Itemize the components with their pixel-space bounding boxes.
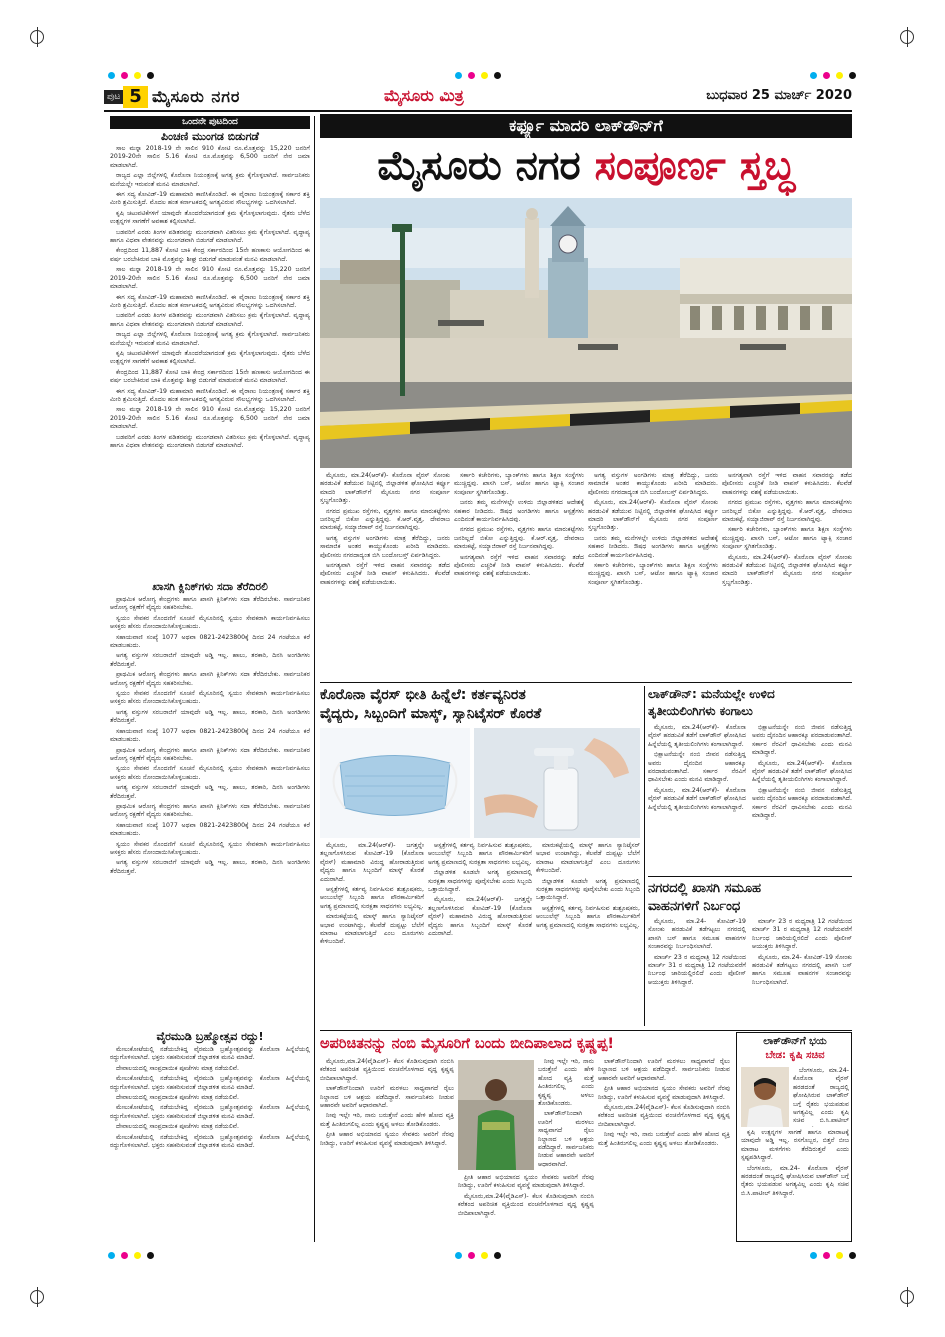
masks-para: ಆಸ್ಪತ್ರೆಗಳಲ್ಲಿ ಕರ್ತವ್ಯ ನಿರ್ವಹಿಸುವ ಶುಶ್ರೂಷಕರು, ಆಂಬುಲೆನ್ಸ್ ಸಿಬ್ಬಂದಿ ಹಾಗೂ ಪೌರಕಾರ್ಮಿಕರಿಗೆ ಅಗತ್ಯ ಪ್ರಮಾಣದಲ್ಲಿ ಸುರಕ್ಷತಾ ಸಾಧನಗಳು ಲಭ್ಯವಿಲ್ಲ. <box>536 904 640 929</box>
left-para: ಬಡವರಿಗೆ ಎರಡು ತಿಂಗಳ ಪಡಿತರವನ್ನು ಮುಂಗಡವಾಗಿ ವಿತರಿಸಲು ಕ್ರಮ ಕೈಗೊಳ್ಳಲಾಗಿದೆ. ವೃದ್ಧಾಪ್ಯ ಹಾಗೂ ವಿಧವಾ ವೇತನವನ್ನು ಮುಂಗಡವಾಗಿ ಬಿಡುಗಡೆ ಮಾಡಲಾಗಿದೆ. <box>110 433 310 449</box>
krishnappa-para: ಮೈಸೂರು,ಮಾ.24(ವೈಡಿಎಸ್)- ಕೆಲಸ ಕೊಡಿಸುವುದಾಗಿ ನಂಬಿಸಿ ಕರೆತಂದ ಅಪರಿಚಿತ ವ್ಯಕ್ತಿಯಿಂದ ವಂಚನೆಗೊಳಗಾದ ವೃದ್ಧ ಕೃಷ್ಣಪ್ಪ ಬೀದಿಪಾಲಾಗಿದ್ದಾರೆ. <box>598 1104 730 1128</box>
left-para: ಬಡವರಿಗೆ ಎರಡು ತಿಂಗಳ ಪಡಿತರವನ್ನು ಮುಂಗಡವಾಗಿ ವಿತರಿಸಲು ಕ್ರಮ ಕೈಗೊಳ್ಳಲಾಗಿದೆ. ವೃದ್ಧಾಪ್ಯ ಹಾಗೂ ವಿಧವಾ ವೇತನವನ್ನು ಮುಂಗಡವಾಗಿ ಬಿಡುಗಡೆ ಮಾಡಲಾಗಿದೆ. <box>110 228 310 245</box>
registration-mark-top-right <box>900 30 914 44</box>
left-para-2: ಅಗತ್ಯ ವಸ್ತುಗಳ ಸರಬರಾಜಿಗೆ ಯಾವುದೇ ಅಡ್ಡಿ ಇಲ್ಲ. ಹಾಲು, ತರಕಾರಿ, ದಿನಸಿ ಅಂಗಡಿಗಳು ತೆರೆದಿರುತ್ತವೆ. <box>110 859 310 875</box>
lead-para: ಅನಗತ್ಯವಾಗಿ ರಸ್ತೆಗೆ ಇಳಿದ ವಾಹನ ಸವಾರರನ್ನು ತಡೆದ ಪೊಲೀಸರು ಎಚ್ಚರಿಕೆ ನೀಡಿ ವಾಪಸ್ ಕಳುಹಿಸಿದರು. ಕೆಲವೆಡೆ ವಾಹನಗಳನ್ನು ವಶಕ್ಕೆ ಪಡೆಯಲಾಯಿತು. <box>320 562 450 586</box>
right-col-divider <box>644 686 645 1026</box>
lead-para: ನಗರದ ಪ್ರಮುಖ ರಸ್ತೆಗಳು, ವೃತ್ತಗಳು ಹಾಗೂ ಮಾರುಕಟ್ಟೆಗಳು ಜನರಿಲ್ಲದೆ ಬಿಕೋ ಎನ್ನುತ್ತಿದ್ದವು. ಕೆ.ಆರ್.ವೃತ್ತ, ದೇವರಾಜ ಮಾರುಕಟ್ಟೆ, ಸಯ್ಯಾಜಿರಾವ್ ರಸ್ತೆ ನಿರ್ಜನವಾಗಿದ್ದವು. <box>722 499 852 524</box>
registration-mark-bottom-right <box>900 1290 914 1304</box>
left-para-2: ಅಗತ್ಯ ವಸ್ತುಗಳ ಸರಬರಾಜಿಗೆ ಯಾವುದೇ ಅಡ್ಡಿ ಇಲ್ಲ. ಹಾಲು, ತರಕಾರಿ, ದಿನಸಿ ಅಂಗಡಿಗಳು ತೆರೆದಿರುತ್ತವೆ. <box>110 784 310 800</box>
transgender-para: ಮೈಸೂರು, ಮಾ.24(ಆರ್‌ಕೆ)- ಕೊರೊನಾ ವೈರಸ್ ಹರಡುವಿಕೆ ತಡೆಗೆ ಲಾಕ್‌ಡೌನ್ ಘೋಷಿಸಿದ ಹಿನ್ನೆಲೆಯಲ್ಲಿ ತೃತೀಯಲಿಂಗಿಗಳು ಕಂಗಾಲಾಗಿದ್ದಾರೆ. <box>648 786 746 811</box>
agri-para: ಕೃಷಿ ಉತ್ಪನ್ನಗಳ ಸಾಗಣೆ ಹಾಗೂ ಮಾರಾಟಕ್ಕೆ ಯಾವುದೇ ಅಡ್ಡಿ ಇಲ್ಲ. ರಸಗೊಬ್ಬರ, ಬಿತ್ತನೆ ಬೀಜ ಮಾರಾಟ ಮಳಿಗೆಗಳು ತೆರೆದಿರುತ್ತವೆ ಎಂದು ಸ್ಪಷ್ಟಪಡಿಸಿದ್ದಾರೆ. <box>741 1129 849 1162</box>
left-para: ಕೃಷಿ ಚಟುವಟಿಕೆಗಳಿಗೆ ಯಾವುದೇ ತೊಂದರೆಯಾಗದಂತೆ ಕ್ರಮ ಕೈಗೊಳ್ಳಲಾಗುವುದು. ರೈತರು ಬೆಳೆದ ಉತ್ಪನ್ನಗಳ ಸಾಗಣೆಗೆ ಅವಕಾಶ ಕಲ್ಪಿಸಲಾಗಿದೆ. <box>110 209 310 226</box>
clock-tower-scene <box>320 198 852 468</box>
left-para-3: ಮೇಲುಕೋಟೆಯಲ್ಲಿ ನಡೆಯಬೇಕಿದ್ದ ವೈರಮುಡಿ ಬ್ರಹ್ಮೋತ್ಸವವನ್ನು ಕೊರೊನಾ ಹಿನ್ನೆಲೆಯಲ್ಲಿ ರದ್ದುಗೊಳಿಸಲಾಗಿದೆ. ಭಕ್ತರು ಸಹಕರಿಸುವಂತೆ ಜಿಲ್ಲಾಡಳಿತ ಮನವಿ ಮಾಡಿದೆ. <box>110 1046 310 1062</box>
lead-bottom-rule <box>320 682 852 683</box>
lead-para: ಮೈಸೂರು, ಮಾ.24(ಆರ್‌ಕೆ)- ಕೊರೊನಾ ವೈರಸ್ ಸೋಂಕು ಹರಡುವಿಕೆ ತಡೆಯುವ ನಿಟ್ಟಿನಲ್ಲಿ ಜಿಲ್ಲಾಡಳಿತ ಘೋಷಿಸಿದ ಕರ್ಫ್ಯೂ ಮಾದರಿ ಲಾಕ್‌ಡೌನ್‌ಗೆ ಮೈಸೂರು ನಗರ ಸಂಪೂರ್ಣ ಸ್ತಬ್ಧಗೊಂಡಿತ್ತು. <box>588 499 718 532</box>
vehicles-headline-line1: ನಗರದಲ್ಲಿ ಖಾಸಗಿ ಸಮೂಹ <box>648 881 762 896</box>
lead-para: ಜನರು ತಮ್ಮ ಮನೆಗಳಲ್ಲೇ ಉಳಿದು ಜಿಲ್ಲಾಡಳಿತದ ಆದೇಶಕ್ಕೆ ಸಹಕಾರ ನೀಡಿದರು. ಔಷಧ ಅಂಗಡಿಗಳು ಹಾಗೂ ಆಸ್ಪತ್ರೆಗಳು ಎಂದಿನಂತೆ ಕಾರ್ಯನಿರ್ವಹಿಸಿದವು. <box>588 534 718 559</box>
lead-para: ಅನಗತ್ಯವಾಗಿ ರಸ್ತೆಗೆ ಇಳಿದ ವಾಹನ ಸವಾರರನ್ನು ತಡೆದ ಪೊಲೀಸರು ಎಚ್ಚರಿಕೆ ನೀಡಿ ವಾಪಸ್ ಕಳುಹಿಸಿದರು. ಕೆಲವೆಡೆ ವಾಹನಗಳನ್ನು ವಶಕ್ಕೆ ಪಡೆಯಲಾಯಿತು. <box>454 553 584 578</box>
transgender-para: ಮೈಸೂರು, ಮಾ.24(ಆರ್‌ಕೆ)- ಕೊರೊನಾ ವೈರಸ್ ಹರಡುವಿಕೆ ತಡೆಗೆ ಲಾಕ್‌ಡೌನ್ ಘೋಷಿಸಿದ ಹಿನ್ನೆಲೆಯಲ್ಲಿ ತೃತೀಯಲಿಂಗಿಗಳು ಕಂಗಾಲಾಗಿದ್ದಾರೆ. <box>752 759 852 784</box>
lead-para: ಜನರು ತಮ್ಮ ಮನೆಗಳಲ್ಲೇ ಉಳಿದು ಜಿಲ್ಲಾಡಳಿತದ ಆದೇಶಕ್ಕೆ ಸಹಕಾರ ನೀಡಿದರು. ಔಷಧ ಅಂಗಡಿಗಳು ಹಾಗೂ ಆಸ್ಪತ್ರೆಗಳು ಎಂದಿನಂತೆ ಕಾರ್ಯನಿರ್ವಹಿಸಿದವು. <box>454 499 584 524</box>
krishnappa-para: ಲಾಕ್‌ಡೌನ್‌ನಿಂದಾಗಿ ಊರಿಗೆ ಮರಳಲು ಸಾಧ್ಯವಾಗದೆ ರೈಲು ನಿಲ್ದಾಣದ ಬಳಿ ಆಶ್ರಯ ಪಡೆದಿದ್ದಾರೆ. ಸಾರ್ವಜನಿಕರು ನೀಡುವ ಆಹಾರವೇ ಅವರಿಗೆ ಆಧಾರವಾಗಿದೆ. <box>320 1085 454 1110</box>
left-para: ಈಗ ಸದ್ಯ ಕೋವಿಡ್-19 ಮಹಾಮಾರಿ ಕಾಣಿಸಿಕೊಂಡಿದೆ. ಈ ವೈರಾಣು ನಿಯಂತ್ರಣಕ್ಕೆ ಸರ್ಕಾರ ಶಕ್ತಿ ಮೀರಿ ಶ್ರಮಿಸುತ್ತಿದೆ. ಮೊದಲ ಹಂತ ಕರ್ನಾಟಕದಲ್ಲಿ ಅಗತ್ಯವಿರುವ ಸೌಲಭ್ಯಗಳನ್ನು ಒದಗಿಸಲಾಗಿದೆ. <box>110 191 310 207</box>
vehicles-para: ಮಾರ್ಚ್ 23 ರ ಮಧ್ಯರಾತ್ರಿ 12 ಗಂಟೆಯಿಂದ ಮಾರ್ಚ್ 31 ರ ಮಧ್ಯರಾತ್ರಿ 12 ಗಂಟೆಯವರೆಗೆ ನಿರ್ಬಂಧ ಜಾರಿಯಲ್ಲಿರಲಿದೆ ಎಂದು ಪೊಲೀಸ್ ಆಯುಕ್ತರು ತಿಳಿಸಿದ್ದಾರೆ. <box>648 953 746 986</box>
vehicles-body-col-1 <box>648 918 746 1028</box>
left-kicker: ಒಂದನೇ ಪುಟದಿಂದ <box>110 116 310 129</box>
left-para-2: ಸ್ವಯಂ ಸೇವಕರ ನೊಂದಣಿಗೆ ಸೂಚನೆ ಮೈಸೂರಿನಲ್ಲಿ ಸ್ವಯಂ ಸೇವಕರಾಗಿ ಕಾರ್ಯನಿರ್ವಹಿಸಲು ಆಸಕ್ತರು ಹೆಸರು ನೋಂದಾಯಿಸಿಕೊಳ್ಳಬಹುದು. <box>110 765 310 781</box>
masks-body-col-1 <box>320 842 424 1028</box>
left-subhead-clinics: ಖಾಸಗಿ ಕ್ಲಿನಿಕ್‌ಗಳು ಸದಾ ತೆರೆದಿರಲಿ <box>152 581 268 593</box>
photo-krishnappa <box>458 1060 534 1170</box>
krishnappa-para: ನೀವು ಇಲ್ಲೇ ಇರಿ, ನಾನು ಬರುತ್ತೇನೆ ಎಂದು ಹೇಳಿ ಹೋದ ವ್ಯಕ್ತಿ ಮತ್ತೆ ಹಿಂತಿರುಗಲಿಲ್ಲ ಎಂದು ಕೃಷ್ಣಪ್ಪ ಅಳಲು ತೋಡಿಕೊಂಡರು. <box>538 1058 594 1108</box>
lead-para: ಸರ್ಕಾರಿ ಕಚೇರಿಗಳು, ಬ್ಯಾಂಕ್‌ಗಳು ಹಾಗೂ ಶಿಕ್ಷಣ ಸಂಸ್ಥೆಗಳು ಮುಚ್ಚಿದ್ದವು. ಖಾಸಗಿ ಬಸ್, ಆಟೋ ಹಾಗೂ ಟ್ಯಾಕ್ಸಿ ಸಂಚಾರ ಸಂಪೂರ್ಣ ಸ್ಥಗಿತಗೊಂಡಿತ್ತು. <box>588 562 718 586</box>
left-para-2: ಅಗತ್ಯ ವಸ್ತುಗಳ ಸರಬರಾಜಿಗೆ ಯಾವುದೇ ಅಡ್ಡಿ ಇಲ್ಲ. ಹಾಲು, ತರಕಾರಿ, ದಿನಸಿ ಅಂಗಡಿಗಳು ತೆರೆದಿರುತ್ತವೆ. <box>110 708 310 725</box>
lead-body-col-1 <box>320 472 450 680</box>
agri-para: ಬೆಂಗಳೂರು, ಮಾ.24- ಕೊರೊನಾ ವೈರಸ್ ಹರಡದಂತೆ ರಾಜ್ಯದಲ್ಲಿ ಘೋಷಿಸಿರುವ ಲಾಕ್‌ಡೌನ್ ಬಗ್ಗೆ ರೈತರು ಭಯಪಡುವ ಅಗತ್ಯವಿಲ್ಲ ಎಂದು ಕೃಷಿ ಸಚಿವ ಬಿ.ಸಿ.ಪಾಟೀಲ್ ತಿಳಿಸಿದ್ದಾರೆ. <box>741 1164 849 1197</box>
photo-surgical-mask <box>320 728 470 838</box>
lead-body-col-4 <box>722 472 852 680</box>
left-para-2: ಸಹಾಯವಾಣಿ ಸಂಖ್ಯೆ 1077 ಅಥವಾ 0821-2423800ಕ್ಕೆ ದಿನದ 24 ಗಂಟೆಯೂ ಕರೆ ಮಾಡಬಹುದು. <box>110 821 310 838</box>
transgender-headline-line1: ಲಾಕ್‌ಡೌನ್: ಮನೆಯಲ್ಲೇ ಉಳಿದ <box>648 687 775 701</box>
left-para: ಈಗ ಸದ್ಯ ಕೋವಿಡ್-19 ಮಹಾಮಾರಿ ಕಾಣಿಸಿಕೊಂಡಿದೆ. ಈ ವೈರಾಣು ನಿಯಂತ್ರಣಕ್ಕೆ ಸರ್ಕಾರ ಶಕ್ತಿ ಮೀರಿ ಶ್ರಮಿಸುತ್ತಿದೆ. ಮೊದಲ ಹಂತ ಕರ್ನಾಟಕದಲ್ಲಿ ಅಗತ್ಯವಿರುವ ಸೌಲಭ್ಯಗಳನ್ನು ಒದಗಿಸಲಾಗಿದೆ. <box>110 293 310 309</box>
lead-para: ಸರ್ಕಾರಿ ಕಚೇರಿಗಳು, ಬ್ಯಾಂಕ್‌ಗಳು ಹಾಗೂ ಶಿಕ್ಷಣ ಸಂಸ್ಥೆಗಳು ಮುಚ್ಚಿದ್ದವು. ಖಾಸಗಿ ಬಸ್, ಆಟೋ ಹಾಗೂ ಟ್ಯಾಕ್ಸಿ ಸಂಚಾರ ಸಂಪೂರ್ಣ ಸ್ಥಗಿತಗೊಂಡಿತ್ತು. <box>454 472 584 496</box>
left-para: ರಾಜ್ಯದ ಎಲ್ಲಾ ಜಿಲ್ಲೆಗಳಲ್ಲಿ ಕೊರೊನಾ ನಿಯಂತ್ರಣಕ್ಕೆ ಅಗತ್ಯ ಕ್ರಮ ಕೈಗೊಳ್ಳಲಾಗಿದೆ. ಸಾರ್ವಜನಿಕರು ಮನೆಯಲ್ಲೇ ಇರುವಂತೆ ಮನವಿ ಮಾಡಲಾಗಿದೆ. <box>110 172 310 188</box>
lead-body-col-3 <box>588 472 718 680</box>
lead-kicker: ಕರ್ಫ್ಯೂ ಮಾದರಿ ಲಾಕ್‌ಡೌನ್‌ಗೆ <box>320 114 852 138</box>
krishnappa-para: ಮೈಸೂರು,ಮಾ.24(ವೈಡಿಎಸ್)- ಕೆಲಸ ಕೊಡಿಸುವುದಾಗಿ ನಂಬಿಸಿ ಕರೆತಂದ ಅಪರಿಚಿತ ವ್ಯಕ್ತಿಯಿಂದ ವಂಚನೆಗೊಳಗಾದ ವೃದ್ಧ ಕೃಷ್ಣಪ್ಪ ಬೀದಿಪಾಲಾಗಿದ್ದಾರೆ. <box>320 1058 454 1082</box>
lead-headline <box>318 138 854 196</box>
issue-date: ಬುಧವಾರ 25 ಮಾರ್ಚ್ 2020 <box>706 88 852 103</box>
page-number-badge <box>104 86 148 108</box>
krishnappa-para: ನೀವು ಇಲ್ಲೇ ಇರಿ, ನಾನು ಬರುತ್ತೇನೆ ಎಂದು ಹೇಳಿ ಹೋದ ವ್ಯಕ್ತಿ ಮತ್ತೆ ಹಿಂತಿರುಗಲಿಲ್ಲ ಎಂದು ಕೃಷ್ಣಪ್ಪ ಅಳಲು ತೋಡಿಕೊಂಡರು. <box>598 1131 730 1147</box>
masks-para: ಜಿಲ್ಲಾಡಳಿತ ಕೂಡಲೇ ಅಗತ್ಯ ಪ್ರಮಾಣದಲ್ಲಿ ಸುರಕ್ಷತಾ ಸಾಧನಗಳನ್ನು ಪೂರೈಸಬೇಕು ಎಂದು ಸಿಬ್ಬಂದಿ ಒತ್ತಾಯಿಸಿದ್ದಾರೆ. <box>536 877 640 902</box>
krishnappa-para: ಪ್ರೀತಿ ಆಹಾರ ಅಭಿಯಾನದ ಸ್ವಯಂ ಸೇವಕರು ಅವರಿಗೆ ನೆರವು ನೀಡಿದ್ದು, ಊರಿಗೆ ಕಳುಹಿಸುವ ವ್ಯವಸ್ಥೆ ಮಾಡುವುದಾಗಿ ತಿಳಿಸಿದ್ದಾರೆ. <box>458 1174 594 1190</box>
left-para-2: ಪ್ರಾಥಮಿಕ ಆರೋಗ್ಯ ಕೇಂದ್ರಗಳು ಹಾಗೂ ಖಾಸಗಿ ಕ್ಲಿನಿಕ್‌ಗಳು ಸದಾ ತೆರೆದಿರಬೇಕು. ಸಾರ್ವಜನಿಕರ ಆರೋಗ್ಯ ರಕ್ಷಣೆಗೆ ವೈದ್ಯರು ಸಹಕರಿಸಬೇಕು. <box>110 802 310 819</box>
registration-mark-bottom-left <box>30 1290 44 1304</box>
color-dots-top-mid <box>455 72 501 79</box>
column-divider <box>314 116 315 1242</box>
agri-para: ಬೆಂಗಳೂರು, ಮಾ.24- ಕೊರೊನಾ ವೈರಸ್ ಹರಡದಂತೆ ರಾಜ್ಯದಲ್ಲಿ ಘೋಷಿಸಿರುವ ಲಾಕ್‌ಡೌನ್ ಬಗ್ಗೆ ರೈತರು ಭಯಪಡುವ ಅಗತ್ಯವಿಲ್ಲ ಎಂದು ಕೃಷಿ ಸಚಿವ ಬಿ.ಸಿ.ಪಾಟೀಲ್ <box>793 1067 849 1125</box>
color-dots-bottom-left <box>108 1252 154 1259</box>
krishnappa-para: ಲಾಕ್‌ಡೌನ್‌ನಿಂದಾಗಿ ಊರಿಗೆ ಮರಳಲು ಸಾಧ್ಯವಾಗದೆ ರೈಲು ನಿಲ್ದಾಣದ ಬಳಿ ಆಶ್ರಯ ಪಡೆದಿದ್ದಾರೆ. ಸಾರ್ವಜನಿಕರು ನೀಡುವ ಆಹಾರವೇ ಅವರಿಗೆ ಆಧಾರವಾಗಿದೆ. <box>538 1110 594 1168</box>
left-para-3: ದೇವಾಲಯದಲ್ಲಿ ಸಾಂಪ್ರದಾಯಿಕ ಪೂಜೆಗಳು ಮಾತ್ರ ನಡೆಯಲಿವೆ. <box>116 1123 239 1131</box>
color-dots-bottom-mid <box>455 1252 501 1259</box>
masks-para: ಮಾರುಕಟ್ಟೆಯಲ್ಲಿ ಮಾಸ್ಕ್ ಹಾಗೂ ಸ್ಯಾನಿಟೈಸರ್ ಅಭಾವ ಉಂಟಾಗಿದ್ದು, ಕೆಲವೆಡೆ ದುಪ್ಪಟ್ಟು ಬೆಲೆಗೆ ಮಾರಾಟ ಮಾಡಲಾಗುತ್ತಿದೆ ಎಂಬ ದೂರುಗಳು ಕೇಳಿಬಂದಿವೆ. <box>320 913 424 946</box>
masks-headline-line1: ಕೊರೊನಾ ವೈರಸ್ ಭೀತಿ ಹಿನ್ನೆಲೆ: ಕರ್ತವ್ಯನಿರತ <box>320 687 526 703</box>
left-body <box>110 145 310 577</box>
left-body-3 <box>110 1046 310 1242</box>
transgender-para: ಮೈಸೂರು, ಮಾ.24(ಆರ್‌ಕೆ)- ಕೊರೊನಾ ವೈರಸ್ ಹರಡುವಿಕೆ ತಡೆಗೆ ಲಾಕ್‌ಡೌನ್ ಘೋಷಿಸಿದ ಹಿನ್ನೆಲೆಯಲ್ಲಿ ತೃತೀಯಲಿಂಗಿಗಳು ಕಂಗಾಲಾಗಿದ್ದಾರೆ. <box>648 724 746 748</box>
left-para: ಕೇಂದ್ರದಿಂದ 11,887 ಕೋಟಿ ಬಾಕಿ ಕೇಂದ್ರ ಸರ್ಕಾರದಿಂದ 15ನೇ ಹಣಕಾಸು ಆಯೋಗದಿಂದ ಈ ವರ್ಷ ಬರಬೇಕಿರುವ ಬಾಕಿ ಮೊತ್ತವನ್ನು ಶೀಘ್ರ ಬಿಡುಗಡೆ ಮಾಡುವಂತೆ ಮನವಿ ಮಾಡಲಾಗಿದೆ. <box>110 368 310 385</box>
krishnappa-body-col-1 <box>320 1058 454 1242</box>
left-para-3: ದೇವಾಲಯದಲ್ಲಿ ಸಾಂಪ್ರದಾಯಿಕ ಪೂಜೆಗಳು ಮಾತ್ರ ನಡೆಯಲಿವೆ. <box>116 1064 239 1072</box>
left-para: ಸಾಲ ಮನ್ನಾ 2018-19 ನೇ ಸಾಲಿನ 910 ಕೋಟಿ ರೂ.ಮೊತ್ತವನ್ನು 15,220 ಜನರಿಗೆ 2019-20ನೇ ಸಾಲಿನ 5.16 ಕೋಟಿ ರೂ.ಮೊತ್ತವನ್ನು 6,500 ಜನರಿಗೆ ನೇರ ಜಮಾ ಮಾಡಲಾಗಿದೆ. <box>110 266 310 291</box>
color-dots-top-left <box>108 72 154 79</box>
masks-para: ಆಸ್ಪತ್ರೆಗಳಲ್ಲಿ ಕರ್ತವ್ಯ ನಿರ್ವಹಿಸುವ ಶುಶ್ರೂಷಕರು, ಆಂಬುಲೆನ್ಸ್ ಸಿಬ್ಬಂದಿ ಹಾಗೂ ಪೌರಕಾರ್ಮಿಕರಿಗೆ ಅಗತ್ಯ ಪ್ರಮಾಣದಲ್ಲಿ ಸುರಕ್ಷತಾ ಸಾಧನಗಳು ಲಭ್ಯವಿಲ್ಲ. <box>428 842 532 866</box>
lead-body-col-2 <box>454 472 584 680</box>
lead-headline-black: ಮೈಸೂರು ನಗರ <box>377 143 595 189</box>
registration-mark-top-left <box>30 30 44 44</box>
krishnappa-body-col-2 <box>538 1058 594 1170</box>
masks-body-col-2 <box>428 842 532 1028</box>
transgender-para: ಭಿಕ್ಷಾಟನೆಯನ್ನೇ ನಂಬಿ ಜೀವನ ನಡೆಸುತ್ತಿದ್ದ ಅವರು ದೈನಂದಿನ ಆಹಾರಕ್ಕೂ ಪರದಾಡುವಂತಾಗಿದೆ. ಸರ್ಕಾರ ನೆರವಿಗೆ ಧಾವಿಸಬೇಕು ಎಂದು ಮನವಿ ಮಾಡಿದ್ದಾರೆ. <box>752 724 852 757</box>
krishnappa-body-col-3 <box>458 1174 594 1242</box>
transgender-para: ಭಿಕ್ಷಾಟನೆಯನ್ನೇ ನಂಬಿ ಜೀವನ ನಡೆಸುತ್ತಿದ್ದ ಅವರು ದೈನಂದಿನ ಆಹಾರಕ್ಕೂ ಪರದಾಡುವಂತಾಗಿದೆ. ಸರ್ಕಾರ ನೆರವಿಗೆ ಧಾವಿಸಬೇಕು ಎಂದು ಮನವಿ ಮಾಡಿದ್ದಾರೆ. <box>752 786 852 820</box>
transgender-headline-line2: ತೃತೀಯಲಿಂಗಿಗಳು ಕಂಗಾಲು <box>648 704 753 718</box>
left-headline: ಪಿಂಚಣಿ ಮುಂಗಡ ಬಿಡುಗಡೆ <box>161 130 259 143</box>
agri-headline-line2: ಬೇಡ: ಕೃಷಿ ಸಚಿವ <box>765 1050 825 1061</box>
lead-photo-empty-square <box>320 198 852 468</box>
krishnappa-headline: ಅಪರಿಚಿತನನ್ನು ನಂಬಿ ಮೈಸೂರಿಗೆ ಬಂದು ಬೀದಿಪಾಲಾದ ಕೃಷ್ಣಪ್ಪ! <box>320 1036 614 1052</box>
lead-headline-red: ಸಂಪೂರ್ಣ ಸ್ತಬ್ಧ <box>594 143 795 189</box>
left-para-3: ದೇವಾಲಯದಲ್ಲಿ ಸಾಂಪ್ರದಾಯಿಕ ಪೂಜೆಗಳು ಮಾತ್ರ ನಡೆಯಲಿವೆ. <box>116 1094 239 1102</box>
krishnappa-para: ನೀವು ಇಲ್ಲೇ ಇರಿ, ನಾನು ಬರುತ್ತೇನೆ ಎಂದು ಹೇಳಿ ಹೋದ ವ್ಯಕ್ತಿ ಮತ್ತೆ ಹಿಂತಿರುಗಲಿಲ್ಲ ಎಂದು ಕೃಷ್ಣಪ್ಪ ಅಳಲು ತೋಡಿಕೊಂಡರು. <box>320 1112 454 1128</box>
transgender-bottom-rule <box>648 876 852 877</box>
left-para-2: ಸ್ವಯಂ ಸೇವಕರ ನೊಂದಣಿಗೆ ಸೂಚನೆ ಮೈಸೂರಿನಲ್ಲಿ ಸ್ವಯಂ ಸೇವಕರಾಗಿ ಕಾರ್ಯನಿರ್ವಹಿಸಲು ಆಸಕ್ತರು ಹೆಸರು ನೋಂದಾಯಿಸಿಕೊಳ್ಳಬಹುದು. <box>110 840 310 856</box>
vehicles-para: ಮೈಸೂರು, ಮಾ.24- ಕೋವಿಡ್-19 ಸೋಂಕು ಹರಡುವಿಕೆ ತಡೆಗಟ್ಟಲು ನಗರದಲ್ಲಿ ಖಾಸಗಿ ಬಸ್ ಹಾಗೂ ಸಮೂಹ ವಾಹನಗಳ ಸಂಚಾರವನ್ನು ನಿರ್ಬಂಧಿಸಲಾಗಿದೆ. <box>752 953 852 986</box>
lead-para: ಅಗತ್ಯ ವಸ್ತುಗಳ ಅಂಗಡಿಗಳು ಮಾತ್ರ ತೆರೆದಿದ್ದು, ಜನರು ಸಾಮಾಜಿಕ ಅಂತರ ಕಾಯ್ದುಕೊಂಡು ಖರೀದಿ ಮಾಡಿದರು. ಪೊಲೀಸರು ನಗರದಾದ್ಯಂತ ಬಿಗಿ ಬಂದೋಬಸ್ತ್ ಏರ್ಪಡಿಸಿದ್ದರು. <box>320 534 450 559</box>
masks-para: ಆಸ್ಪತ್ರೆಗಳಲ್ಲಿ ಕರ್ತವ್ಯ ನಿರ್ವಹಿಸುವ ಶುಶ್ರೂಷಕರು, ಆಂಬುಲೆನ್ಸ್ ಸಿಬ್ಬಂದಿ ಹಾಗೂ ಪೌರಕಾರ್ಮಿಕರಿಗೆ ಅಗತ್ಯ ಪ್ರಮಾಣದಲ್ಲಿ ಸುರಕ್ಷತಾ ಸಾಧನಗಳು ಲಭ್ಯವಿಲ್ಲ. <box>320 886 424 910</box>
masks-headline-line2: ವೈದ್ಯರು, ಸಿಬ್ಬಂದಿಗೆ ಮಾಸ್ಕ್, ಸ್ಯಾನಿಟೈಸರ್ ಕೊರತೆ <box>320 706 542 722</box>
minister-portrait-icon <box>741 1067 789 1127</box>
masthead-logo: ಮೈಸೂರು ಮಿತ್ರ <box>384 86 464 105</box>
left-para: ಸಾಲ ಮನ್ನಾ 2018-19 ನೇ ಸಾಲಿನ 910 ಕೋಟಿ ರೂ.ಮೊತ್ತವನ್ನು 15,220 ಜನರಿಗೆ 2019-20ನೇ ಸಾಲಿನ 5.16 ಕೋಟಿ ರೂ.ಮೊತ್ತವನ್ನು 6,500 ಜನರಿಗೆ ನೇರ ಜಮಾ ಮಾಡಲಾಗಿದೆ. <box>110 406 310 431</box>
left-body-2 <box>110 596 310 1028</box>
transgender-body-col-2 <box>752 724 852 874</box>
section-name: ಮೈಸೂರು ನಗರ <box>152 87 241 106</box>
agri-body-bottom <box>741 1129 849 1239</box>
left-para: ಕೇಂದ್ರದಿಂದ 11,887 ಕೋಟಿ ಬಾಕಿ ಕೇಂದ್ರ ಸರ್ಕಾರದಿಂದ 15ನೇ ಹಣಕಾಸು ಆಯೋಗದಿಂದ ಈ ವರ್ಷ ಬರಬೇಕಿರುವ ಬಾಕಿ ಮೊತ್ತವನ್ನು ಶೀಘ್ರ ಬಿಡುಗಡೆ ಮಾಡುವಂತೆ ಮನವಿ ಮಾಡಲಾಗಿದೆ. <box>110 247 310 263</box>
photo-hand-sanitizer <box>474 728 640 838</box>
left-para-2: ಪ್ರಾಥಮಿಕ ಆರೋಗ್ಯ ಕೇಂದ್ರಗಳು ಹಾಗೂ ಖಾಸಗಿ ಕ್ಲಿನಿಕ್‌ಗಳು ಸದಾ ತೆರೆದಿರಬೇಕು. ಸಾರ್ವಜನಿಕರ ಆರೋಗ್ಯ ರಕ್ಷಣೆಗೆ ವೈದ್ಯರು ಸಹಕರಿಸಬೇಕು. <box>110 671 310 687</box>
left-para-2: ಸಹಾಯವಾಣಿ ಸಂಖ್ಯೆ 1077 ಅಥವಾ 0821-2423800ಕ್ಕೆ ದಿನದ 24 ಗಂಟೆಯೂ ಕರೆ ಮಾಡಬಹುದು. <box>110 633 310 650</box>
lead-para: ಅಗತ್ಯ ವಸ್ತುಗಳ ಅಂಗಡಿಗಳು ಮಾತ್ರ ತೆರೆದಿದ್ದು, ಜನರು ಸಾಮಾಜಿಕ ಅಂತರ ಕಾಯ್ದುಕೊಂಡು ಖರೀದಿ ಮಾಡಿದರು. ಪೊಲೀಸರು ನಗರದಾದ್ಯಂತ ಬಿಗಿ ಬಂದೋಬಸ್ತ್ ಏರ್ಪಡಿಸಿದ್ದರು. <box>588 472 718 496</box>
masks-body-col-3 <box>536 842 640 1028</box>
left-para-2: ಸಹಾಯವಾಣಿ ಸಂಖ್ಯೆ 1077 ಅಥವಾ 0821-2423800ಕ್ಕೆ ದಿನದ 24 ಗಂಟೆಯೂ ಕರೆ ಮಾಡಬಹುದು. <box>110 727 310 744</box>
krishnappa-body-col-4 <box>598 1058 730 1242</box>
page-number: 5 <box>123 86 148 108</box>
left-para: ಈಗ ಸದ್ಯ ಕೋವಿಡ್-19 ಮಹಾಮಾರಿ ಕಾಣಿಸಿಕೊಂಡಿದೆ. ಈ ವೈರಾಣು ನಿಯಂತ್ರಣಕ್ಕೆ ಸರ್ಕಾರ ಶಕ್ತಿ ಮೀರಿ ಶ್ರಮಿಸುತ್ತಿದೆ. ಮೊದಲ ಹಂತ ಕರ್ನಾಟಕದಲ್ಲಿ ಅಗತ್ಯವಿರುವ ಸೌಲಭ್ಯಗಳನ್ನು ಒದಗಿಸಲಾಗಿದೆ. <box>110 387 310 403</box>
lead-para: ಅನಗತ್ಯವಾಗಿ ರಸ್ತೆಗೆ ಇಳಿದ ವಾಹನ ಸವಾರರನ್ನು ತಡೆದ ಪೊಲೀಸರು ಎಚ್ಚರಿಕೆ ನೀಡಿ ವಾಪಸ್ ಕಳುಹಿಸಿದರು. ಕೆಲವೆಡೆ ವಾಹನಗಳನ್ನು ವಶಕ್ಕೆ ಪಡೆಯಲಾಯಿತು. <box>722 472 852 496</box>
vehicles-headline-line2: ವಾಹನಗಳಿಗೆ ನಿರ್ಬಂಧ <box>648 899 741 914</box>
krishnappa-para: ಮೈಸೂರು,ಮಾ.24(ವೈಡಿಎಸ್)- ಕೆಲಸ ಕೊಡಿಸುವುದಾಗಿ ನಂಬಿಸಿ ಕರೆತಂದ ಅಪರಿಚಿತ ವ್ಯಕ್ತಿಯಿಂದ ವಂಚನೆಗೊಳಗಾದ ವೃದ್ಧ ಕೃಷ್ಣಪ್ಪ ಬೀದಿಪಾಲಾಗಿದ್ದಾರೆ. <box>458 1192 594 1217</box>
krishnappa-para: ಪ್ರೀತಿ ಆಹಾರ ಅಭಿಯಾನದ ಸ್ವಯಂ ಸೇವಕರು ಅವರಿಗೆ ನೆರವು ನೀಡಿದ್ದು, ಊರಿಗೆ ಕಳುಹಿಸುವ ವ್ಯವಸ್ಥೆ ಮಾಡುವುದಾಗಿ ತಿಳಿಸಿದ್ದಾರೆ. <box>598 1085 730 1101</box>
lead-para: ನಗರದ ಪ್ರಮುಖ ರಸ್ತೆಗಳು, ವೃತ್ತಗಳು ಹಾಗೂ ಮಾರುಕಟ್ಟೆಗಳು ಜನರಿಲ್ಲದೆ ಬಿಕೋ ಎನ್ನುತ್ತಿದ್ದವು. ಕೆ.ಆರ್.ವೃತ್ತ, ದೇವರಾಜ ಮಾರುಕಟ್ಟೆ, ಸಯ್ಯಾಜಿರಾವ್ ರಸ್ತೆ ನಿರ್ಜನವಾಗಿದ್ದವು. <box>320 507 450 532</box>
transgender-body-col-1 <box>648 724 746 874</box>
middle-bottom-rule <box>320 1030 852 1031</box>
lead-para: ಮೈಸೂರು, ಮಾ.24(ಆರ್‌ಕೆ)- ಕೊರೊನಾ ವೈರಸ್ ಸೋಂಕು ಹರಡುವಿಕೆ ತಡೆಯುವ ನಿಟ್ಟಿನಲ್ಲಿ ಜಿಲ್ಲಾಡಳಿತ ಘೋಷಿಸಿದ ಕರ್ಫ್ಯೂ ಮಾದರಿ ಲಾಕ್‌ಡೌನ್‌ಗೆ ಮೈಸೂರು ನಗರ ಸಂಪೂರ್ಣ ಸ್ತಬ್ಧಗೊಂಡಿತ್ತು. <box>320 472 450 505</box>
transgender-para: ಭಿಕ್ಷಾಟನೆಯನ್ನೇ ನಂಬಿ ಜೀವನ ನಡೆಸುತ್ತಿದ್ದ ಅವರು ದೈನಂದಿನ ಆಹಾರಕ್ಕೂ ಪರದಾಡುವಂತಾಗಿದೆ. ಸರ್ಕಾರ ನೆರವಿಗೆ ಧಾವಿಸಬೇಕು ಎಂದು ಮನವಿ ಮಾಡಿದ್ದಾರೆ. <box>648 751 746 784</box>
left-para: ಬಡವರಿಗೆ ಎರಡು ತಿಂಗಳ ಪಡಿತರವನ್ನು ಮುಂಗಡವಾಗಿ ವಿತರಿಸಲು ಕ್ರಮ ಕೈಗೊಳ್ಳಲಾಗಿದೆ. ವೃದ್ಧಾಪ್ಯ ಹಾಗೂ ವಿಧವಾ ವೇತನವನ್ನು ಮುಂಗಡವಾಗಿ ಬಿಡುಗಡೆ ಮಾಡಲಾಗಿದೆ. <box>110 312 310 328</box>
color-dots-bottom-right <box>810 1252 856 1259</box>
photo-agri-minister <box>741 1067 789 1127</box>
left-para-2: ಸ್ವಯಂ ಸೇವಕರ ನೊಂದಣಿಗೆ ಸೂಚನೆ ಮೈಸೂರಿನಲ್ಲಿ ಸ್ವಯಂ ಸೇವಕರಾಗಿ ಕಾರ್ಯನಿರ್ವಹಿಸಲು ಆಸಕ್ತರು ಹೆಸರು ನೋಂದಾಯಿಸಿಕೊಳ್ಳಬಹುದು. <box>110 614 310 631</box>
person-photo-icon <box>458 1060 534 1170</box>
left-para: ರಾಜ್ಯದ ಎಲ್ಲಾ ಜಿಲ್ಲೆಗಳಲ್ಲಿ ಕೊರೊನಾ ನಿಯಂತ್ರಣಕ್ಕೆ ಅಗತ್ಯ ಕ್ರಮ ಕೈಗೊಳ್ಳಲಾಗಿದೆ. ಸಾರ್ವಜನಿಕರು ಮನೆಯಲ್ಲೇ ಇರುವಂತೆ ಮನವಿ ಮಾಡಲಾಗಿದೆ. <box>110 331 310 347</box>
agri-headline-line1: ಲಾಕ್‌ಡೌನ್‌ಗೆ ಭಯ <box>763 1036 827 1047</box>
left-para-2: ಪ್ರಾಥಮಿಕ ಆರೋಗ್ಯ ಕೇಂದ್ರಗಳು ಹಾಗೂ ಖಾಸಗಿ ಕ್ಲಿನಿಕ್‌ಗಳು ಸದಾ ತೆರೆದಿರಬೇಕು. ಸಾರ್ವಜನಿಕರ ಆರೋಗ್ಯ ರಕ್ಷಣೆಗೆ ವೈದ್ಯರು ಸಹಕರಿಸಬೇಕು. <box>110 596 310 612</box>
masks-para: ಮೈಸೂರು, ಮಾ.24(ಆರ್‌ಕೆ)- ಜಗತ್ತನ್ನೇ ತಲ್ಲಣಗೊಳಿಸಿರುವ ಕೋವಿಡ್-19 (ಕೊರೊನಾ ವೈರಸ್) ಮಹಾಮಾರಿ ವಿರುದ್ಧ ಹೋರಾಡುತ್ತಿರುವ ವೈದ್ಯರು ಹಾಗೂ ಸಿಬ್ಬಂದಿಗೆ ಮಾಸ್ಕ್ ಕೊರತೆ ಎದುರಾಗಿದೆ. <box>320 842 424 883</box>
masks-para: ಮಾರುಕಟ್ಟೆಯಲ್ಲಿ ಮಾಸ್ಕ್ ಹಾಗೂ ಸ್ಯಾನಿಟೈಸರ್ ಅಭಾವ ಉಂಟಾಗಿದ್ದು, ಕೆಲವೆಡೆ ದುಪ್ಪಟ್ಟು ಬೆಲೆಗೆ ಮಾರಾಟ ಮಾಡಲಾಗುತ್ತಿದೆ ಎಂಬ ದೂರುಗಳು ಕೇಳಿಬಂದಿವೆ. <box>536 842 640 875</box>
left-para-2: ಅಗತ್ಯ ವಸ್ತುಗಳ ಸರಬರಾಜಿಗೆ ಯಾವುದೇ ಅಡ್ಡಿ ಇಲ್ಲ. ಹಾಲು, ತರಕಾರಿ, ದಿನಸಿ ಅಂಗಡಿಗಳು ತೆರೆದಿರುತ್ತವೆ. <box>110 652 310 668</box>
vehicles-para: ಮೈಸೂರು, ಮಾ.24- ಕೋವಿಡ್-19 ಸೋಂಕು ಹರಡುವಿಕೆ ತಡೆಗಟ್ಟಲು ನಗರದಲ್ಲಿ ಖಾಸಗಿ ಬಸ್ ಹಾಗೂ ಸಮೂಹ ವಾಹನಗಳ ಸಂಚಾರವನ್ನು ನಿರ್ಬಂಧಿಸಲಾಗಿದೆ. <box>648 918 746 951</box>
left-para-2: ಸ್ವಯಂ ಸೇವಕರ ನೊಂದಣಿಗೆ ಸೂಚನೆ ಮೈಸೂರಿನಲ್ಲಿ ಸ್ವಯಂ ಸೇವಕರಾಗಿ ಕಾರ್ಯನಿರ್ವಹಿಸಲು ಆಸಕ್ತರು ಹೆಸರು ನೋಂದಾಯಿಸಿಕೊಳ್ಳಬಹುದು. <box>110 690 310 706</box>
masks-para: ಜಿಲ್ಲಾಡಳಿತ ಕೂಡಲೇ ಅಗತ್ಯ ಪ್ರಮಾಣದಲ್ಲಿ ಸುರಕ್ಷತಾ ಸಾಧನಗಳನ್ನು ಪೂರೈಸಬೇಕು ಎಂದು ಸಿಬ್ಬಂದಿ ಒತ್ತಾಯಿಸಿದ್ದಾರೆ. <box>428 869 532 894</box>
lead-para: ನಗರದ ಪ್ರಮುಖ ರಸ್ತೆಗಳು, ವೃತ್ತಗಳು ಹಾಗೂ ಮಾರುಕಟ್ಟೆಗಳು ಜನರಿಲ್ಲದೆ ಬಿಕೋ ಎನ್ನುತ್ತಿದ್ದವು. ಕೆ.ಆರ್.ವೃತ್ತ, ದೇವರಾಜ ಮಾರುಕಟ್ಟೆ, ಸಯ್ಯಾಜಿರಾವ್ ರಸ್ತೆ ನಿರ್ಜನವಾಗಿದ್ದವು. <box>454 526 584 551</box>
lead-para: ಮೈಸೂರು, ಮಾ.24(ಆರ್‌ಕೆ)- ಕೊರೊನಾ ವೈರಸ್ ಸೋಂಕು ಹರಡುವಿಕೆ ತಡೆಯುವ ನಿಟ್ಟಿನಲ್ಲಿ ಜಿಲ್ಲಾಡಳಿತ ಘೋಷಿಸಿದ ಕರ್ಫ್ಯೂ ಮಾದರಿ ಲಾಕ್‌ಡೌನ್‌ಗೆ ಮೈಸೂರು ನಗರ ಸಂಪೂರ್ಣ ಸ್ತಬ್ಧಗೊಂಡಿತ್ತು. <box>722 553 852 586</box>
krishnappa-para: ಪ್ರೀತಿ ಆಹಾರ ಅಭಿಯಾನದ ಸ್ವಯಂ ಸೇವಕರು ಅವರಿಗೆ ನೆರವು ನೀಡಿದ್ದು, ಊರಿಗೆ ಕಳುಹಿಸುವ ವ್ಯವಸ್ಥೆ ಮಾಡುವುದಾಗಿ ತಿಳಿಸಿದ್ದಾರೆ. <box>320 1131 454 1147</box>
left-para: ಕೃಷಿ ಚಟುವಟಿಕೆಗಳಿಗೆ ಯಾವುದೇ ತೊಂದರೆಯಾಗದಂತೆ ಕ್ರಮ ಕೈಗೊಳ್ಳಲಾಗುವುದು. ರೈತರು ಬೆಳೆದ ಉತ್ಪನ್ನಗಳ ಸಾಗಣೆಗೆ ಅವಕಾಶ ಕಲ್ಪಿಸಲಾಗಿದೆ. <box>110 349 310 366</box>
krishnappa-para: ಲಾಕ್‌ಡೌನ್‌ನಿಂದಾಗಿ ಊರಿಗೆ ಮರಳಲು ಸಾಧ್ಯವಾಗದೆ ರೈಲು ನಿಲ್ದಾಣದ ಬಳಿ ಆಶ್ರಯ ಪಡೆದಿದ್ದಾರೆ. ಸಾರ್ವಜನಿಕರು ನೀಡುವ ಆಹಾರವೇ ಅವರಿಗೆ ಆಧಾರವಾಗಿದೆ. <box>598 1058 730 1082</box>
left-para-3: ಮೇಲುಕೋಟೆಯಲ್ಲಿ ನಡೆಯಬೇಕಿದ್ದ ವೈರಮುಡಿ ಬ್ರಹ್ಮೋತ್ಸವವನ್ನು ಕೊರೊನಾ ಹಿನ್ನೆಲೆಯಲ್ಲಿ ರದ್ದುಗೊಳಿಸಲಾಗಿದೆ. ಭಕ್ತರು ಸಹಕರಿಸುವಂತೆ ಜಿಲ್ಲಾಡಳಿತ ಮನವಿ ಮಾಡಿದೆ. <box>110 1133 310 1150</box>
left-para-3: ಮೇಲುಕೋಟೆಯಲ್ಲಿ ನಡೆಯಬೇಕಿದ್ದ ವೈರಮುಡಿ ಬ್ರಹ್ಮೋತ್ಸವವನ್ನು ಕೊರೊನಾ ಹಿನ್ನೆಲೆಯಲ್ಲಿ ರದ್ದುಗೊಳಿಸಲಾಗಿದೆ. ಭಕ್ತರು ಸಹಕರಿಸುವಂತೆ ಜಿಲ್ಲಾಡಳಿತ ಮನವಿ ಮಾಡಿದೆ. <box>110 1104 310 1120</box>
color-dots-top-right <box>810 72 856 79</box>
page-label: ಪುಟ <box>104 90 123 104</box>
left-para-2: ಪ್ರಾಥಮಿಕ ಆರೋಗ್ಯ ಕೇಂದ್ರಗಳು ಹಾಗೂ ಖಾಸಗಿ ಕ್ಲಿನಿಕ್‌ಗಳು ಸದಾ ತೆರೆದಿರಬೇಕು. ಸಾರ್ವಜನಿಕರ ಆರೋಗ್ಯ ರಕ್ಷಣೆಗೆ ವೈದ್ಯರು ಸಹಕರಿಸಬೇಕು. <box>110 746 310 762</box>
left-subhead-vairamudi: ವೈರಮುಡಿ ಬ್ರಹ್ಮೋತ್ಸವ ರದ್ದು! <box>156 1030 264 1043</box>
vehicles-body-col-2 <box>752 918 852 1028</box>
page-header <box>104 86 852 112</box>
left-para-3: ಮೇಲುಕೋಟೆಯಲ್ಲಿ ನಡೆಯಬೇಕಿದ್ದ ವೈರಮುಡಿ ಬ್ರಹ್ಮೋತ್ಸವವನ್ನು ಕೊರೊನಾ ಹಿನ್ನೆಲೆಯಲ್ಲಿ ರದ್ದುಗೊಳಿಸಲಾಗಿದೆ. ಭಕ್ತರು ಸಹಕರಿಸುವಂತೆ ಜಿಲ್ಲಾಡಳಿತ ಮನವಿ ಮಾಡಿದೆ. <box>110 1075 310 1091</box>
vehicles-para: ಮಾರ್ಚ್ 23 ರ ಮಧ್ಯರಾತ್ರಿ 12 ಗಂಟೆಯಿಂದ ಮಾರ್ಚ್ 31 ರ ಮಧ್ಯರಾತ್ರಿ 12 ಗಂಟೆಯವರೆಗೆ ನಿರ್ಬಂಧ ಜಾರಿಯಲ್ಲಿರಲಿದೆ ಎಂದು ಪೊಲೀಸ್ ಆಯುಕ್ತರು ತಿಳಿಸಿದ್ದಾರೆ. <box>752 918 852 951</box>
mask-icon <box>320 728 470 838</box>
left-para: ಸಾಲ ಮನ್ನಾ 2018-19 ನೇ ಸಾಲಿನ 910 ಕೋಟಿ ರೂ.ಮೊತ್ತವನ್ನು 15,220 ಜನರಿಗೆ 2019-20ನೇ ಸಾಲಿನ 5.16 ಕೋಟಿ ರೂ.ಮೊತ್ತವನ್ನು 6,500 ಜನರಿಗೆ ನೇರ ಜಮಾ ಮಾಡಲಾಗಿದೆ. <box>110 145 310 169</box>
sanitizer-icon <box>474 728 640 838</box>
agri-minister-box <box>736 1032 852 1242</box>
masks-para: ಮೈಸೂರು, ಮಾ.24(ಆರ್‌ಕೆ)- ಜಗತ್ತನ್ನೇ ತಲ್ಲಣಗೊಳಿಸಿರುವ ಕೋವಿಡ್-19 (ಕೊರೊನಾ ವೈರಸ್) ಮಹಾಮಾರಿ ವಿರುದ್ಧ ಹೋರಾಡುತ್ತಿರುವ ವೈದ್ಯರು ಹಾಗೂ ಸಿಬ್ಬಂದಿಗೆ ಮಾಸ್ಕ್ ಕೊರತೆ ಎದುರಾಗಿದೆ. <box>428 896 532 938</box>
lead-para: ಸರ್ಕಾರಿ ಕಚೇರಿಗಳು, ಬ್ಯಾಂಕ್‌ಗಳು ಹಾಗೂ ಶಿಕ್ಷಣ ಸಂಸ್ಥೆಗಳು ಮುಚ್ಚಿದ್ದವು. ಖಾಸಗಿ ಬಸ್, ಆಟೋ ಹಾಗೂ ಟ್ಯಾಕ್ಸಿ ಸಂಚಾರ ಸಂಪೂರ್ಣ ಸ್ಥಗಿತಗೊಂಡಿತ್ತು. <box>722 526 852 551</box>
agri-body-top <box>793 1067 849 1127</box>
